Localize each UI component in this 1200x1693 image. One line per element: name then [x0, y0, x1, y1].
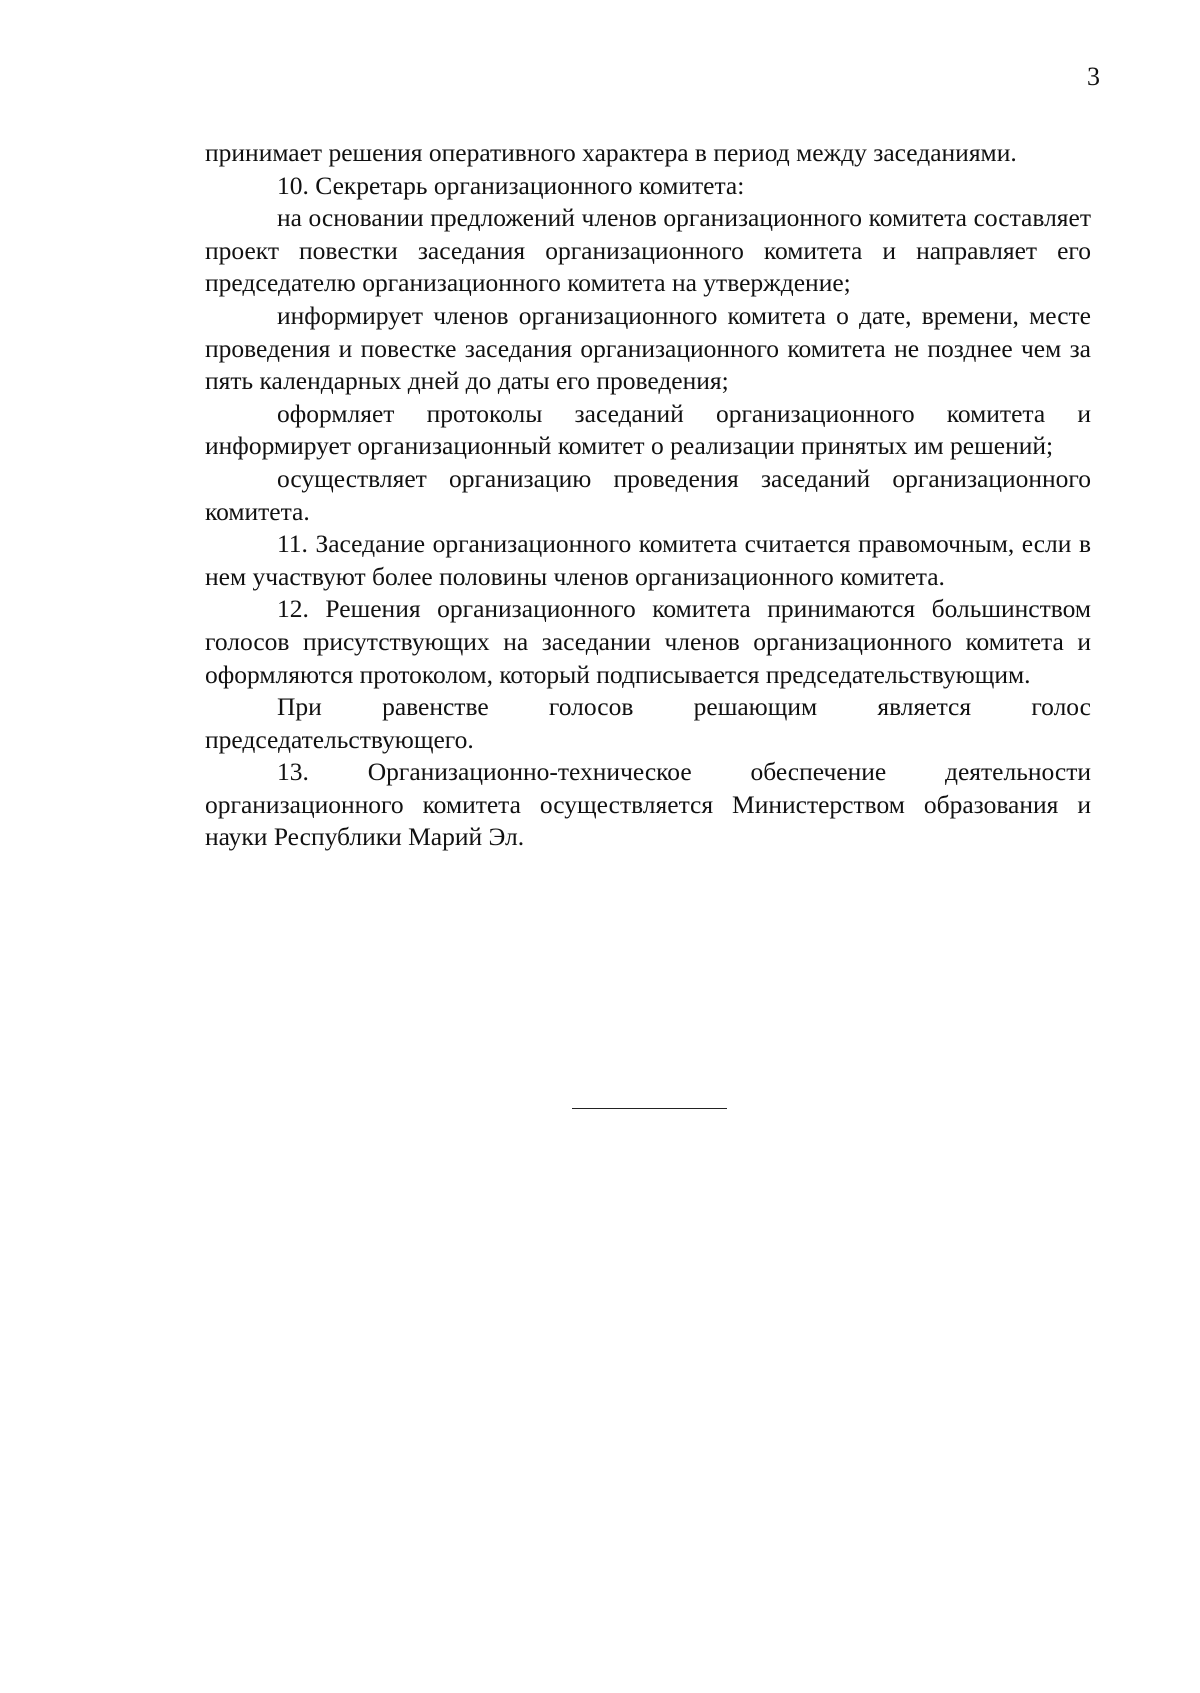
- paragraph-secretary-duty-protocols: оформляет протоколы заседаний организационного комитета и информирует организационный комитет о реализации принятых им решений;: [205, 398, 1091, 461]
- page-number: 3: [1087, 62, 1100, 91]
- paragraph-secretary-duty-agenda: на основании предложений членов организационного комитета составляет проект повестки заседания организационного комитета и направляет его председателю организационного комитета на утверждение;: [205, 203, 1091, 298]
- paragraph-equal-votes: При равенстве голосов решающим является голос председательствующего.: [205, 692, 1091, 754]
- end-separator-line: [572, 1108, 727, 1109]
- paragraph-item-13: 13. Организационно-техническое обеспечение деятельности организационного комитета осуществляется Министерством образования и науки Республики Марий Эл.: [205, 757, 1091, 852]
- paragraph-continuation: принимает решения оперативного характера в период между заседаниями.: [205, 138, 1017, 167]
- document-body: [205, 137, 1091, 854]
- paragraph-item-12: 12. Решения организационного комитета принимаются большинством голосов присутствующих на заседании членов организационного комитета и оформляются протоколом, который подписывается председательствующим.: [205, 594, 1091, 689]
- paragraph-item-11: 11. Заседание организационного комитета считается правомочным, если в нем участвуют более половины членов организационного комитета.: [205, 529, 1091, 591]
- paragraph-item-10-heading: 10. Секретарь организационного комитета:: [277, 170, 745, 200]
- paragraph-secretary-duty-inform: информирует членов организационного комитета о дате, времени, месте проведения и повестке заседания организационного комитета не позднее чем за пять календарных дней до даты его проведения;: [205, 300, 1091, 396]
- paragraph-secretary-duty-organize: осуществляет организацию проведения заседаний организационного комитета.: [205, 463, 1091, 526]
